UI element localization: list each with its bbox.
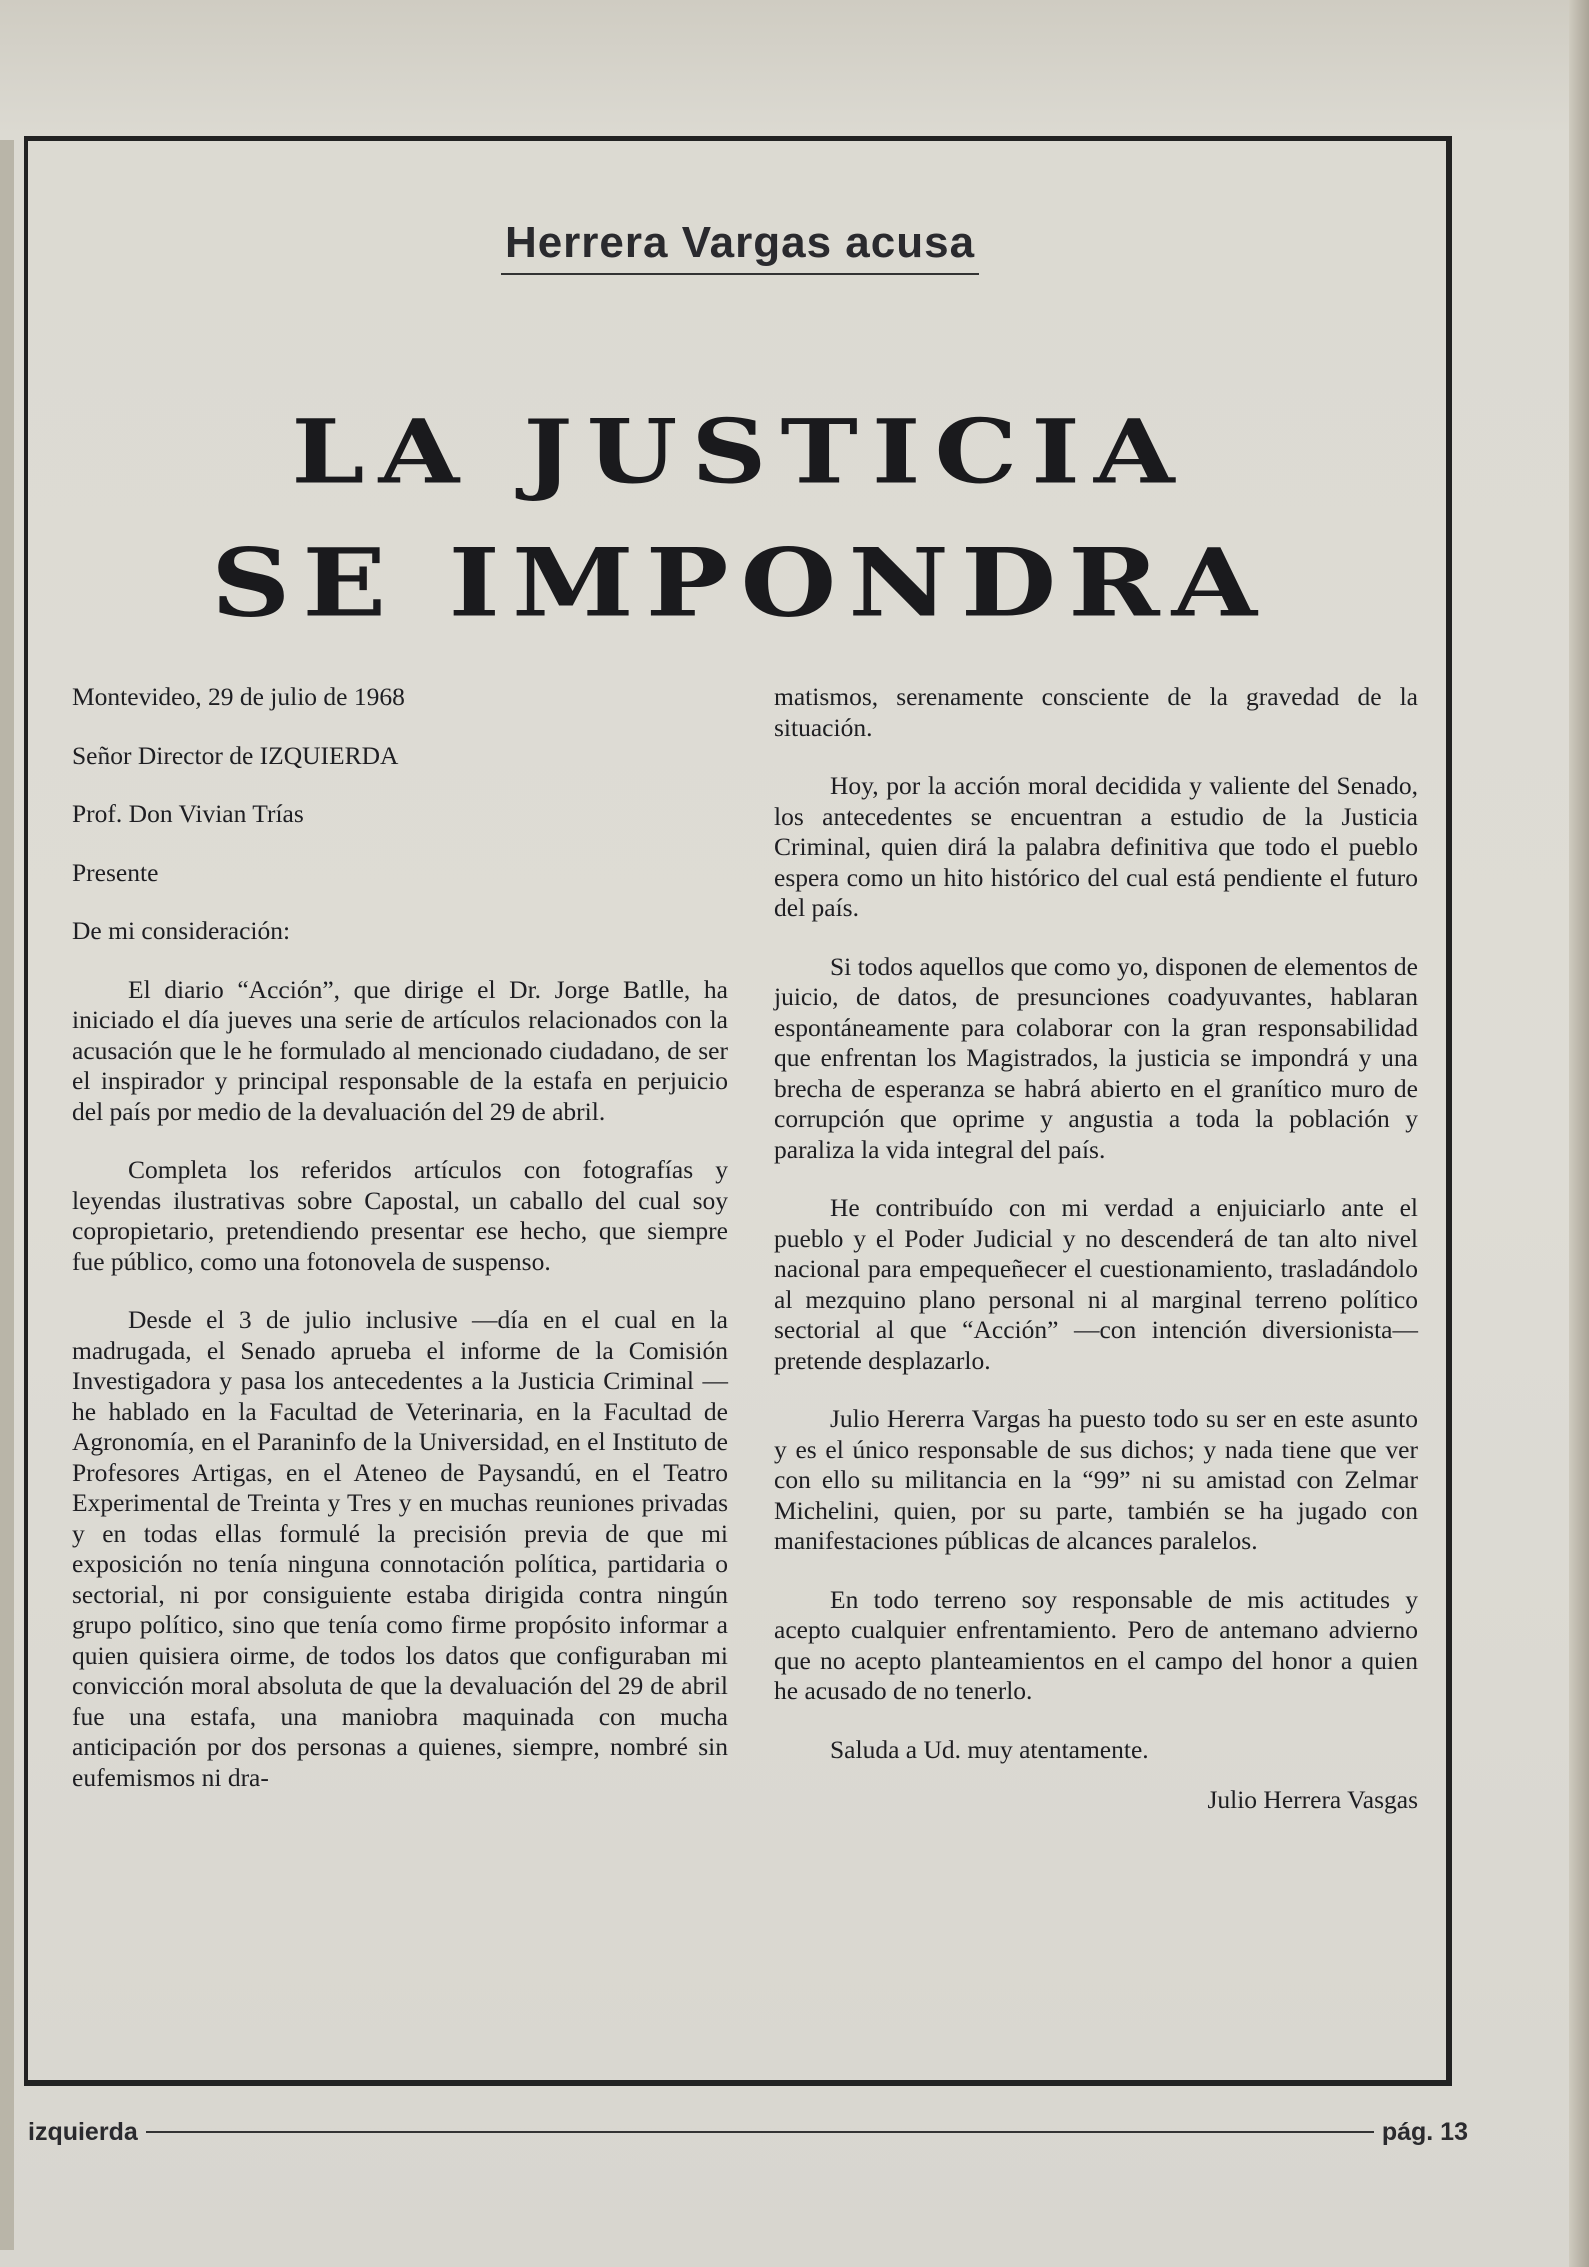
kicker-text: Herrera Vargas acusa [501, 218, 979, 275]
paragraph: Si todos aquellos que como yo, disponen de elementos de juicio, de datos, de presunciones coadyuvantes, hablaran espontáneamente para colaborar con la gran responsabilidad que enfrentan los Magistrados, la justicia se impondrá y una brecha de esperanza se habrá abierto en el granítico muro de corrupción que oprime y angustia a toda la población y paraliza la vida integral del país. [774, 951, 1418, 1164]
paragraph: Desde el 3 de julio inclusive —día en el cual en la madrugada, el Senado aprueba el informe de la Comisión Investigadora y pasa los antecedentes a la Justicia Criminal —he hablado en la Facultad de Veterinaria, en la Facultad de Agronomía, en el Paraninfo de la Universidad, en el Instituto de Profesores Artigas, en el Ateneo de Paysandú, en el Teatro Experimental de Treinta y Tres y en muchas reuniones privadas y en todas ellas formulé la precisión previa de que mi exposición no tenía ninguna connotación política, partidaria o sectorial, ni por consiguiente estaba dirigida contra ningún grupo político, sino que tenía como firme propósito informar a quien quisiera oirme, de todos los datos que configuraban mi convicción moral absoluta de que la devaluación del 29 de abril fue una estafa, una maniobra maquinada con mucha anticipación por dos personas a quienes, siempre, nombré sin eufemismos ni dra- [72, 1305, 728, 1792]
page-footer [28, 2112, 1468, 2152]
salutation: De mi consideración: [72, 916, 291, 945]
recipient: Prof. Don Vivian Trías [72, 799, 304, 828]
dateline: Montevideo, 29 de julio de 1968 [72, 682, 405, 711]
publication-name: izquierda [28, 2117, 138, 2146]
article-kicker [0, 218, 1480, 268]
paragraph: He contribuído con mi verdad a enjuiciarlo ante el pueblo y el Poder Judicial y no descenderá de tan alto nivel nacional para empequeñecer el cuestionamiento, trasladándolo al mezquino plano personal ni al marginal terreno político sectorial al que “Acción” —con intención diversionista— pretende desplazarlo. [774, 1193, 1418, 1375]
left-column [72, 682, 728, 1821]
page-number: pág. 13 [1381, 2117, 1468, 2146]
closing: Saluda a Ud. muy atentamente. [830, 1734, 1149, 1764]
headline-line-1: LA JUSTICIA [291, 399, 1189, 504]
right-column [774, 682, 1418, 1844]
paragraph: El diario “Acción”, que dirige el Dr. Jorge Batlle, ha iniciado el día jueves una serie de artículos relacionados con la acusación que le he formulado al mencionado ciudadano, de ser el inspirador y principal responsable de la estafa en perjuicio del país por medio de la devaluación del 29 de abril. [72, 974, 728, 1126]
signature: Julio Herrera Vasgas [1207, 1785, 1418, 1814]
paragraph: Julio Hererra Vargas ha puesto todo su ser en este asunto y es el único responsable de sus dichos; y nada tiene que ver con ello su militancia en la “99” ni su amistad con Zelmar Michelini, quien, por su parte, también se ha jugado con manifestaciones públicas de alcances paralelos. [774, 1404, 1418, 1555]
paragraph: Completa los referidos artículos con fotografías y leyendas ilustrativas sobre Capostal, un caballo del cual soy copropietario, pretendiendo presentar ese hecho, que siempre fue público, como una fotonovela de suspenso. [72, 1155, 728, 1276]
present: Presente [72, 857, 159, 887]
page-edge [1569, 0, 1589, 2267]
paragraph: Hoy, por la acción moral decidida y valiente del Senado, los antecedentes se encuentran a estudio de la Justicia Criminal, quien dirá la palabra definitiva que todo el pueblo espera como un hito histórico del cual está pendiente el futuro del país. [774, 771, 1418, 922]
footer-rule [146, 2131, 1374, 2133]
addressee: Señor Director de IZQUIERDA [72, 740, 399, 770]
headline-line-2: SE IMPONDRA [210, 527, 1270, 638]
paragraph: En todo terreno soy responsable de mis actitudes y acepto cualquier enfrentamiento. Pero de antemano advierno que no acepto planteamientos en el campo del honor a quien he acusado de no tenerlo. [774, 1584, 1418, 1705]
paragraph: matismos, serenamente consciente de la gravedad de la situación. [774, 682, 1418, 742]
